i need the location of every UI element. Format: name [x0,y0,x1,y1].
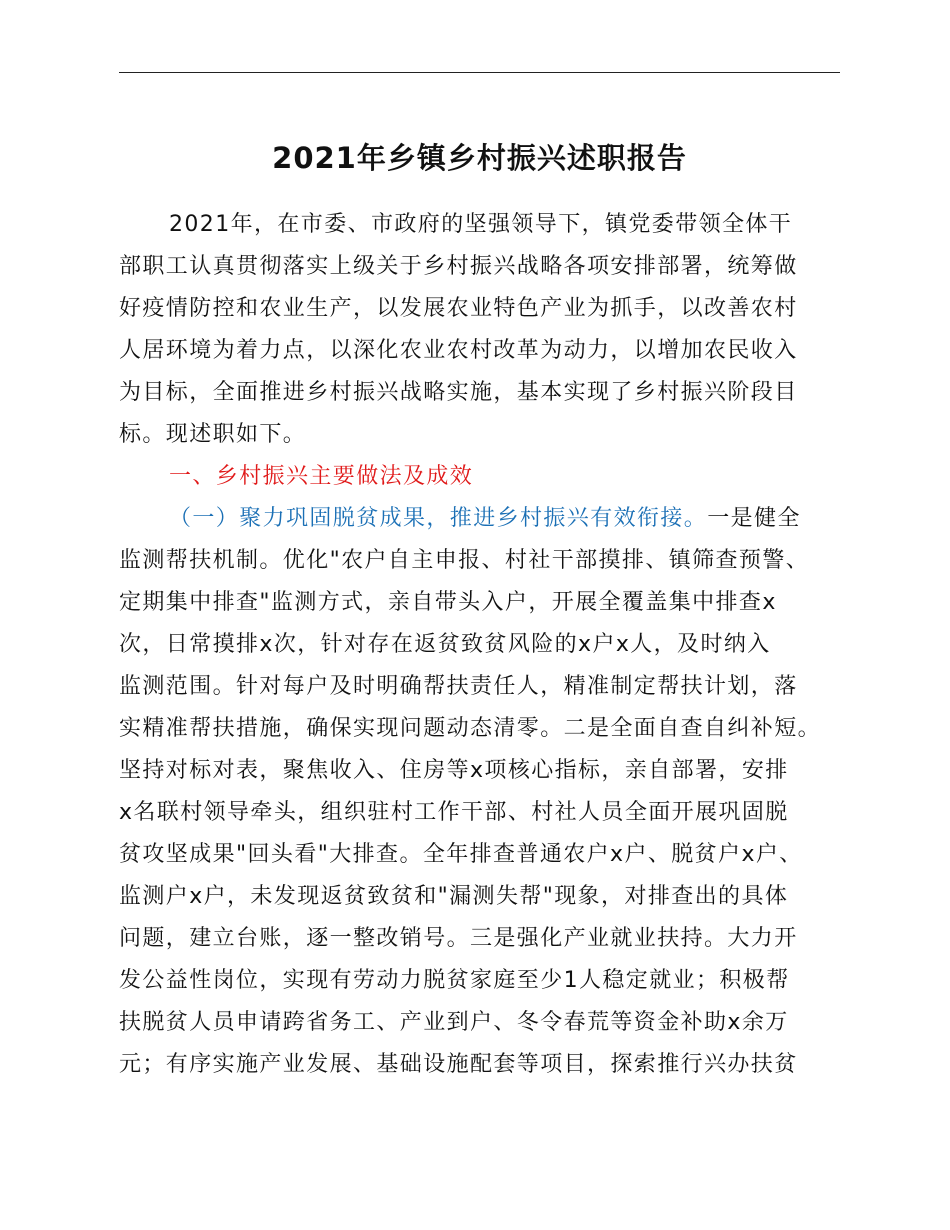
body-line: 问题，建立台账，逐一整改销号。三是强化产业就业扶持。大力开 [119,926,798,951]
body-line: 坚持对标对表，聚焦收入、住房等x项核心指标，亲自部署，安排 [119,758,789,783]
subsection-heading: （一）聚力巩固脱贫成果，推进乡村振兴有效衔接。 [169,506,708,531]
body-line: 扶脱贫人员申请跨省务工、产业到户、冬令春荒等资金补助x余万 [119,1010,789,1035]
body-line: 监测帮扶机制。优化"农户自主申报、村社干部摸排、镇筛查预警、 [119,548,810,573]
body-line: 元；有序实施产业发展、基础设施配套等项目，探索推行兴办扶贫 [119,1052,798,1077]
document-title: 2021年乡镇乡村振兴述职报告 [272,141,687,175]
subsection-first-line-text: 一是健全 [707,506,801,531]
subsection-first-line [119,498,843,540]
header-rule [119,72,840,73]
body-line: 贫攻坚成果"回头看"大排查。全年排查普通农户x户、脱贫户x户、 [119,842,803,867]
intro-line: 2021年，在市委、市政府的坚强领导下，镇党委带领全体干 [169,212,793,237]
intro-line: 标。现述职如下。 [119,422,307,447]
body-line: 监测户x户，未发现返贫致贫和"漏测失帮"现象，对排查出的具体 [119,884,789,909]
intro-line: 好疫情防控和农业生产，以发展农业特色产业为抓手，以改善农村 [119,296,798,321]
intro-line: 为目标，全面推进乡村振兴战略实施，基本实现了乡村振兴阶段目 [119,380,798,405]
intro-line: 部职工认真贯彻落实上级关于乡村振兴战略各项安排部署，统筹做 [119,254,798,279]
document-body [119,204,843,1086]
section-heading: 一、乡村振兴主要做法及成效 [169,464,474,489]
body-line: 实精准帮扶措施，确保实现问题动态清零。二是全面自查自纠补短。 [119,716,822,741]
body-line: 次，日常摸排x次，针对存在返贫致贫风险的x户x人，及时纳入 [119,632,771,657]
body-line: 监测范围。针对每户及时明确帮扶责任人，精准制定帮扶计划，落 [119,674,798,699]
body-line: 发公益性岗位，实现有劳动力脱贫家庭至少1人稳定就业；积极帮 [119,968,790,993]
intro-line: 人居环境为着力点，以深化农业农村改革为动力，以增加农民收入 [119,338,798,363]
body-line: x名联村领导牵头，组织驻村工作干部、村社人员全面开展巩固脱 [119,800,789,825]
body-line: 定期集中排查"监测方式，亲自带头入户，开展全覆盖集中排查x [119,590,777,615]
